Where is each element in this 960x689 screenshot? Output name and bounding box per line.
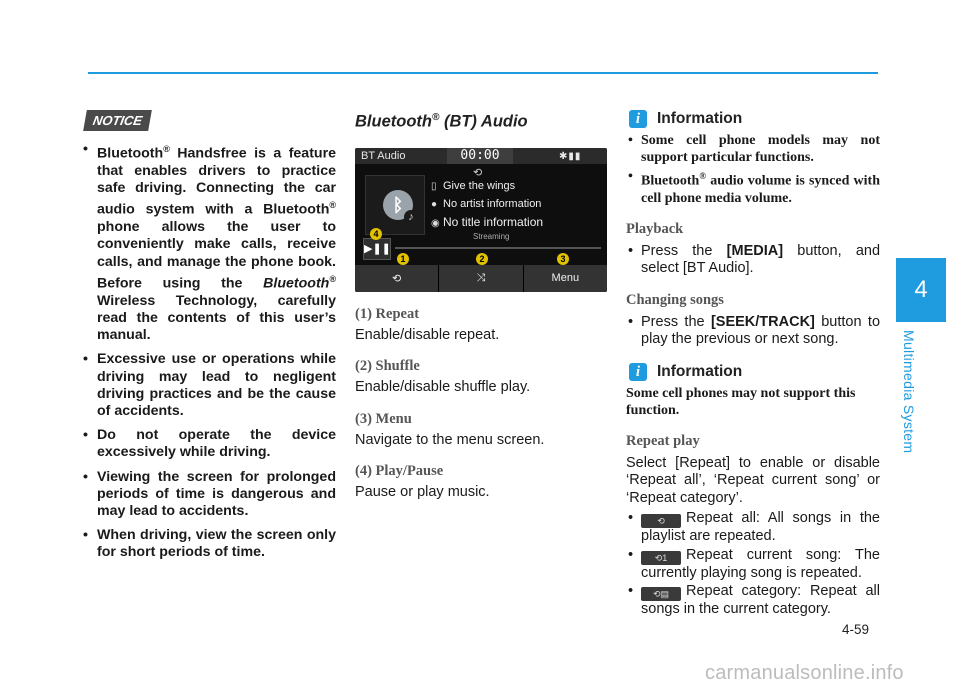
information-header-2 (626, 363, 880, 381)
information-item: • Some cell phone models may not support particular functions. (626, 132, 880, 166)
music-note-icon: ♪ (404, 210, 418, 224)
information-header (626, 110, 880, 128)
shuffle-desc: Enable/disable shuffle play. (355, 379, 531, 395)
page-number: 4-59 (842, 622, 870, 637)
information-list (626, 132, 880, 207)
changing-songs-step: • Press the [SEEK/TRACK] button to play the previous or next song. (626, 314, 880, 349)
notice-column (80, 110, 336, 569)
callout-2: 2 (476, 253, 488, 265)
progress-bar[interactable] (395, 247, 601, 249)
shuffle-button[interactable] (439, 265, 522, 292)
bt-audio-column (355, 110, 607, 502)
information-icon: i (629, 110, 647, 128)
play-pause-heading: (4) Play/Pause (355, 463, 444, 479)
repeat-category-icon: ⟲▤ (641, 587, 681, 601)
chapter-tab[interactable] (896, 258, 946, 322)
information-text: Some cell phones may not support this function. (626, 385, 856, 418)
callout-1: 1 (397, 253, 409, 265)
menu-heading: (3) Menu (355, 410, 412, 427)
repeat-mode-item: • ⟲1 Repeat current song: The currently playing song is repeated. (626, 547, 880, 583)
notice-item: • When driving, view the screen only for short periods of time. (80, 527, 336, 561)
disc-icon: ◉ (431, 217, 440, 229)
menu-button[interactable]: Menu (524, 265, 607, 292)
artist-line: ● No artist information (431, 197, 542, 210)
play-pause-icon: ▶❚❚ (364, 242, 391, 255)
information-icon: i (629, 363, 647, 381)
status-icons (559, 151, 581, 162)
section-title: Bluetooth® (BT) Audio (355, 112, 528, 131)
streaming-label: Streaming (473, 231, 510, 241)
repeat-modes-list (626, 510, 880, 619)
notice-item: • Bluetooth® Handsfree is a feature that enables drivers to practice safe driving. Connecting the car audio system with a Bluetooth® phone allows the user to conveniently make calls, receive calls, and manage the phone book. Before using the Bluetooth® Wireless Technology, carefully read the contents of this user’s manual. (80, 141, 336, 344)
information-title: Information (657, 110, 743, 127)
play-time: 00:00 (447, 148, 513, 164)
repeat-indicator-icon: ⟲ (473, 166, 483, 179)
repeat-mode-item: • ⟲▤ Repeat category: Repeat all songs in the current category. (626, 583, 880, 619)
notice-item: • Viewing the screen for prolonged periods of time is dangerous and may lead to accidents. (80, 469, 336, 521)
signal-icon: ▮▮ (568, 150, 582, 162)
callout-3: 3 (557, 253, 569, 265)
repeat-all-icon: ⟲ (641, 514, 681, 528)
screen-button-bar (355, 265, 607, 292)
person-icon: ● (431, 198, 438, 210)
shuffle-icon: ⤨ (476, 271, 486, 284)
repeat-desc: Enable/disable repeat. (355, 326, 500, 343)
repeat-mode-item: • ⟲ Repeat all: All songs in the playlist are repeated. (626, 510, 880, 546)
header-rule (88, 72, 878, 74)
notice-badge: NOTICE (83, 110, 152, 131)
song-line: ▯ Give the wings (431, 179, 516, 192)
chapter-name: Multimedia System (901, 330, 917, 454)
playback-heading: Playback (626, 220, 684, 237)
phone-icon: ▯ (431, 180, 437, 192)
notice-item: • Do not operate the device excessively while driving. (80, 427, 336, 461)
notice-list (80, 141, 336, 562)
repeat-button[interactable] (355, 265, 438, 292)
right-column (626, 110, 880, 620)
repeat-play-desc: Select [Repeat] to enable or disable ‘Repeat all’, ‘Repeat current song’ or ‘Repeat category’. (626, 454, 880, 506)
watermark: carmanualsonline.info (705, 662, 904, 684)
bluetooth-logo-icon: ᛒ (383, 190, 413, 220)
shuffle-heading: (2) Shuffle (355, 358, 420, 374)
play-pause-desc: Pause or play music. (355, 484, 490, 500)
changing-songs-list (626, 314, 880, 349)
playback-list (626, 243, 880, 278)
album-art (365, 175, 425, 235)
repeat-icon: ⟲ (392, 272, 402, 285)
notice-item: • Excessive use or operations while driving may lead to negligent driving practices and be the cause of accidents. (80, 351, 336, 420)
repeat-one-icon: ⟲1 (641, 551, 681, 565)
callout-4: 4 (370, 228, 382, 240)
bluetooth-icon: ✱ (559, 150, 569, 162)
chapter-number: 4 (914, 276, 928, 303)
repeat-play-heading: Repeat play (626, 432, 700, 449)
information-item: • Bluetooth® audio volume is synced with cell phone media volume. (626, 168, 880, 207)
menu-desc: Navigate to the menu screen. (355, 431, 545, 448)
playback-step: • Press the [MEDIA] button, and select [BT Audio]. (626, 243, 880, 278)
repeat-heading: (1) Repeat (355, 305, 420, 322)
screen-title: BT Audio (361, 149, 406, 162)
title-line: ◉ No title information (431, 214, 544, 229)
changing-songs-heading: Changing songs (626, 291, 724, 308)
bt-audio-screen (355, 148, 607, 292)
play-pause-button[interactable] (363, 238, 391, 260)
information-title: Information (657, 362, 743, 380)
